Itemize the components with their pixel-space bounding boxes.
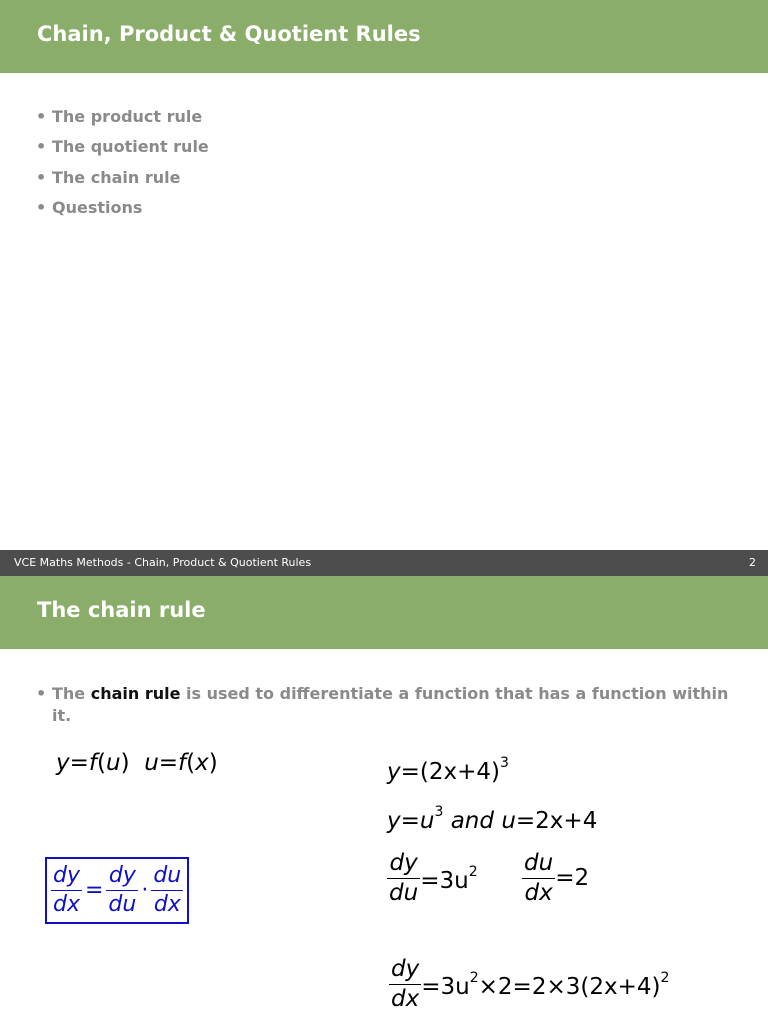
example-derivative-dy-du: $\frac{dy}{du}$ $=3u^2$ [389, 850, 478, 907]
slide-2-title-bar [0, 576, 768, 649]
slide-2 [0, 576, 768, 1024]
definition-equation: y=f(u) u=f(x) [56, 750, 218, 776]
intro-bullet: • The chain rule is used to differentiate a function that has a function within it. [36, 684, 729, 725]
example-substitution: $y=u^3$ and u=2x+4 [387, 804, 598, 834]
slide-1-title: Chain, Product & Quotient Rules [37, 22, 421, 46]
bullet-item: • The product rule [36, 107, 203, 126]
slide-1-bullet-list [36, 105, 209, 226]
bullet-item: • The chain rule [36, 167, 181, 187]
bullet-item: • The quotient rule [36, 137, 209, 157]
footer-text: VCE Maths Methods - Chain, Product & Quotient Rules [14, 556, 312, 569]
chain-rule-term: chain rule [90, 684, 181, 703]
page-number: 2 [749, 556, 756, 569]
slide-2-title: The chain rule [37, 598, 206, 622]
example-derivative-du-dx: $\frac{du}{dx}$ =2 [524, 850, 590, 907]
bullet-item: • Questions [36, 197, 143, 217]
chain-rule-formula: $\frac{dy}{dx}$ = $\frac{dy}{du}$ · $\frac{du}{dx}$ [45, 857, 189, 924]
example-equation-1: $y=(2x+4)^3$ [387, 755, 509, 785]
slide-footer [0, 550, 768, 576]
example-final-result: $\frac{dy}{dx}$ $=3u^2\times 2=2\times 3(2x+4)^2$ [391, 956, 670, 1013]
slide-1-title-bar [0, 0, 768, 73]
